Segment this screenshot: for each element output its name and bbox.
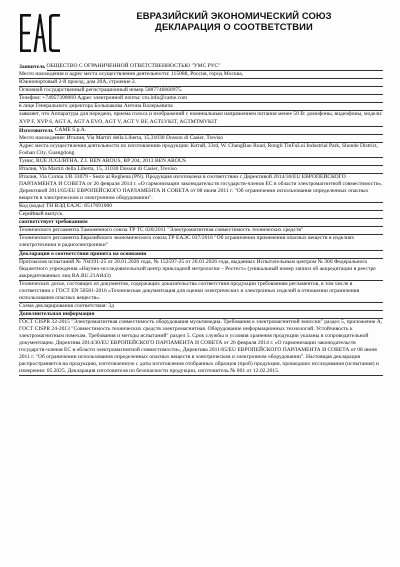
header-title: ДЕКЛАРАЦИЯ О СООТВЕТСТВИИ [155, 21, 313, 32]
additional-info-title: Дополнительная информация [19, 311, 383, 319]
declaration-body [19, 63, 383, 376]
manufacturer-name: CAME S.p.A. [55, 127, 383, 135]
manufacturer-row [19, 127, 383, 135]
applicant-row [19, 63, 383, 71]
applicant-address: Место нахождения и адрес места осуществления деятельности: 115088, Россия, город Москва, [19, 71, 383, 79]
manufacturer-tunisia: Тунис, RUE JUGURTHA, Z.I. BEN AROUS, BP 204, 2013 BEN AROUS [19, 158, 383, 166]
applicant-address-2: Южнопортовый 2-й проезд, дом 20А, строение 2. [19, 79, 383, 87]
declaration-scheme: Схема декларирования соответствия: 3д [19, 303, 383, 311]
manufacturer-address: Место нахождения: Италия, Via Martiri della Liberta, 15,31030 Dosson di Casier, Treviso [19, 135, 383, 143]
manufacturer-label: Изготовитель [19, 127, 54, 134]
applicant-label: Заявитель [19, 64, 46, 71]
applicant-contacts: Телефон: +74957390069 Адрес электронной почты: cru.info@came.com [19, 95, 383, 103]
applicant-head: в лице Генерального директора Большакова Антона Валерьевича [19, 103, 383, 111]
applicant-ogrn: Основной государственный регистрационный номер 5087746660975. [19, 87, 383, 95]
requirements-tr-020: Технического регламента Таможенного союза ТР ТС 020/2011 "Электромагнитная совместимость технических средств" [19, 227, 383, 235]
manufacturer-italy-1: Италия, Via Martiri della Liberta, 15, 31030 Dosson di Casier, Treviso [19, 166, 383, 174]
product-statement: заявляет, что Аппаратура для передачи, приема голоса и изображений с номинальным напряжением питания менее 50 В: домофоны, видеофоны, модели: XVP F, XVP S, AGT A, AGT A EVO, AGT V, AGT V BF, AGTLVKIT, AGTMTMVKIT [19, 111, 383, 126]
manufacturer-production: Адрес места осуществления деятельности по изготовлению продукции: Китай, 33rd, W. ChangBao Road, Rongli TinFuLoi Industrial Park, Shunde District, Foshan City, Guangdong [19, 143, 383, 158]
header-union: ЕВРАЗИЙСКИЙ ЭКОНОМИЧЕСКИЙ СОЮЗ [136, 10, 332, 21]
manufacturer-italy-2: Италия, Via Cornia 1/B 33079 - Sesto al Reghena (PN). Продукция изготовлена в соответствии с Директивой 2014/30/EU ЕВРОПЕЙСКОГО ПАРЛАМЕНТА И СОВЕТА от 26 февраля 2014 г. «О гармонизации законодательств государств-членов ЕС в области электромагнитной совместимости», Директивой 2011/65/EU ЕВРОПЕЙСКОГО ПАРЛАМЕНТА И СОВЕТА от 08 июня 2011 г. "Об ограничении использования определенных опасных веществ в электрическом и электронном оборудовании". [19, 174, 383, 203]
requirements-tr-037: Технического регламента Евразийского экономического союза ТР ЕАЭС 037/2016 "Об ограничении применения опасных веществ в изделиях электротехники и радиоэлектроники" [19, 235, 383, 250]
document-header [84, 10, 384, 32]
serial-production: Серийный выпуск. [19, 211, 383, 219]
basis-technical-docs: Технических досье, состоящих из документов, содержащих доказательства соответствия продукции требованиям регламентов, в том числе в соответствии с ГОСТ EN 50581-2016 «Техническая документация для оценки электрических и электронных изделий в отношении ограничения использования опасных веществ». [19, 281, 383, 303]
tnved-code: Код (коды) ТН ВЭД ЕАЭС: 8517691000 [19, 203, 383, 211]
basis-title: Декларация о соответствии принята на основании [19, 251, 383, 259]
additional-info-text: ГОСТ CISPR 32-2015 "Электромагнитная совместимость оборудования мультимедиа. Требования к электромагнитной эмиссии" раздел 5, приложение А, ГОСТ CISPR 24-2013 "Совместимость технических средств электромагнитная. Оборудование информационных технологий. Устойчивость к электромагнитным помехам. Требования и методы испытаний" раздел 5. Срок службы и условия хранения продукции указаны в сопроводительной документации. Директива 2014/30/EU ЕВРОПЕЙСКОГО ПАРЛАМЕНТА И СОВЕТА от 26 февраля 2014 г. «О гармонизации законодательств государств-членов ЕС в области электромагнитной совместимости», Директива 2011/65/EU ЕВРОПЕЙСКОГО ПАРЛАМЕНТА И СОВЕТА от 08 июня 2011 г. "Об ограничении использования определенных опасных веществ в электрическом и электронном оборудовании". Настоящая декларация распространяется на продукцию, изготовленную с даты изготовления отобранных образцов (проб) продукции, прошедших исследования (испытания) и измерения: 05.2025. Декларация изготовителя по безопасности продукции, изготовитель № 001 от 12.02.2015. [19, 319, 383, 376]
requirements-title: соответствует требованиям [19, 219, 383, 227]
eac-logo [20, 14, 60, 52]
applicant-name: ОБЩЕСТВО С ОГРАНИЧЕННОЙ ОТВЕТСТВЕННОСТЬЮ "УМС РУС" [47, 63, 383, 71]
basis-protocols: Протоколов испытаний № 704191-25 от 20.01.2026 года, № 152597-25 от 20.01.2026 года, выданных Испытательным центром № 300 Федерального бюджетного учреждения «Научно-исследовательский центр прикладной метрологии – Ростест» (уникальный номер записи об аккредитации в реестре аккредитованных лиц RA.RU.21АЯ43) [19, 259, 383, 281]
